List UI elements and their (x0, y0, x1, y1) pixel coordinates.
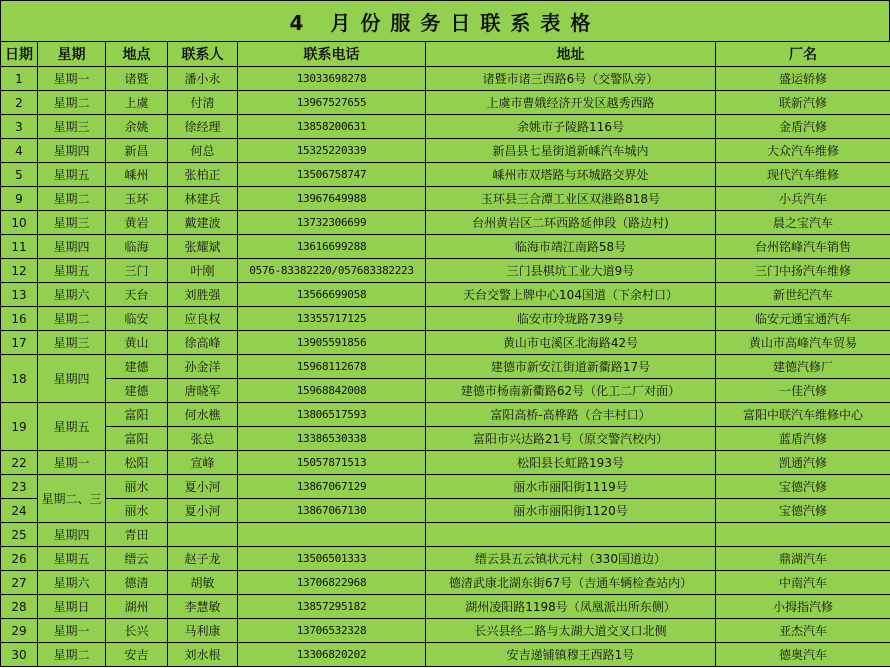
cell-phone: 13858200631 (238, 115, 426, 139)
cell-contact: 孙金洋 (168, 355, 238, 379)
cell-address: 富阳市兴达路21号（原交警汽校内） (426, 427, 716, 451)
cell-contact: 何水樵 (168, 403, 238, 427)
cell-address: 诸暨市诸三西路6号（交警队旁） (426, 67, 716, 91)
header-contact: 联系人 (168, 42, 238, 67)
cell-factory: 宝德汽修 (716, 499, 890, 523)
cell-phone: 15968112678 (238, 355, 426, 379)
cell-contact: 徐经理 (168, 115, 238, 139)
cell-place: 黄山 (106, 331, 168, 355)
cell-address: 上虞市曹娥经济开发区越秀西路 (426, 91, 716, 115)
cell-address: 建德市新安江街道新衢路17号 (426, 355, 716, 379)
cell-date: 5 (1, 163, 38, 187)
table-row (1, 571, 890, 595)
cell-date: 10 (1, 211, 38, 235)
cell-address: 新昌县七星街道新嵊汽车城内 (426, 139, 716, 163)
header-address: 地址 (426, 42, 716, 67)
cell-factory: 现代汽车维修 (716, 163, 890, 187)
cell-place: 诸暨 (106, 67, 168, 91)
cell-phone: 0576-83382220/057683382223 (238, 259, 426, 283)
cell-contact: 马利康 (168, 619, 238, 643)
cell-week: 星期一 (38, 619, 106, 643)
cell-week: 星期三 (38, 115, 106, 139)
cell-date: 17 (1, 331, 38, 355)
cell-factory: 金盾汽修 (716, 115, 890, 139)
cell-factory (716, 523, 890, 547)
table-row (1, 91, 890, 115)
cell-phone: 13857295182 (238, 595, 426, 619)
table-row (1, 139, 890, 163)
cell-contact: 刘胜强 (168, 283, 238, 307)
cell-phone: 13386530338 (238, 427, 426, 451)
cell-factory: 宝德汽修 (716, 475, 890, 499)
cell-contact (168, 523, 238, 547)
cell-date: 12 (1, 259, 38, 283)
cell-phone: 15968842008 (238, 379, 426, 403)
cell-factory: 新世纪汽车 (716, 283, 890, 307)
header-week: 星期 (38, 42, 106, 67)
table-row (1, 187, 890, 211)
header-date: 日期 (1, 42, 38, 67)
cell-factory: 建德汽修厂 (716, 355, 890, 379)
table-row (1, 307, 890, 331)
cell-date: 26 (1, 547, 38, 571)
cell-address: 玉环县三合潭工业区双港路818号 (426, 187, 716, 211)
cell-week: 星期四 (38, 355, 106, 403)
cell-week: 星期一 (38, 451, 106, 475)
cell-factory: 台州铭峰汽车销售 (716, 235, 890, 259)
cell-date: 9 (1, 187, 38, 211)
table-row (1, 643, 890, 667)
cell-date: 11 (1, 235, 38, 259)
cell-phone: 13566699058 (238, 283, 426, 307)
header-place: 地点 (106, 42, 168, 67)
cell-place: 松阳 (106, 451, 168, 475)
cell-place: 建德 (106, 379, 168, 403)
cell-place: 上虞 (106, 91, 168, 115)
cell-date: 2 (1, 91, 38, 115)
cell-place: 丽水 (106, 475, 168, 499)
cell-address: 建德市杨南新衢路62号（化工二厂对面） (426, 379, 716, 403)
cell-place: 临海 (106, 235, 168, 259)
cell-factory: 鼎湖汽车 (716, 547, 890, 571)
cell-factory: 大众汽车维修 (716, 139, 890, 163)
cell-address: 湖州凌阳路1198号（凤凰派出所东侧） (426, 595, 716, 619)
cell-week: 星期二、三 (38, 475, 106, 523)
cell-week: 星期日 (38, 595, 106, 619)
cell-phone: 15325220339 (238, 139, 426, 163)
cell-factory: 晨之宝汽车 (716, 211, 890, 235)
cell-date: 29 (1, 619, 38, 643)
cell-contact: 李慧敏 (168, 595, 238, 619)
cell-phone: 13732306699 (238, 211, 426, 235)
cell-address: 临安市玲珑路739号 (426, 307, 716, 331)
cell-week: 星期四 (38, 139, 106, 163)
cell-factory: 三门中扬汽车维修 (716, 259, 890, 283)
cell-place: 湖州 (106, 595, 168, 619)
cell-address: 丽水市丽阳街1120号 (426, 499, 716, 523)
cell-address: 黄山市屯溪区北海路42号 (426, 331, 716, 355)
cell-contact: 夏小河 (168, 499, 238, 523)
cell-contact: 唐晓军 (168, 379, 238, 403)
cell-place: 天台 (106, 283, 168, 307)
cell-address: 台州黄岩区二环西路延伸段（路边村) (426, 211, 716, 235)
header-row (1, 42, 890, 67)
cell-contact: 应良权 (168, 307, 238, 331)
cell-week: 星期三 (38, 331, 106, 355)
cell-week: 星期五 (38, 163, 106, 187)
cell-date: 30 (1, 643, 38, 667)
cell-place: 丽水 (106, 499, 168, 523)
cell-date: 28 (1, 595, 38, 619)
cell-place: 德清 (106, 571, 168, 595)
table-row (1, 403, 890, 427)
header-factory: 厂名 (716, 42, 890, 67)
cell-factory: 临安元通宝通汽车 (716, 307, 890, 331)
cell-phone: 13867067129 (238, 475, 426, 499)
cell-phone: 13306820202 (238, 643, 426, 667)
cell-address: 丽水市丽阳街1119号 (426, 475, 716, 499)
table-row (1, 259, 890, 283)
cell-contact: 赵子龙 (168, 547, 238, 571)
cell-address (426, 523, 716, 547)
cell-address: 余姚市子陵路116号 (426, 115, 716, 139)
cell-factory: 一佳汽修 (716, 379, 890, 403)
cell-address: 长兴县经二路与太湖大道交叉口北侧 (426, 619, 716, 643)
cell-phone (238, 523, 426, 547)
table-title: 4 月份服务日联系表格 (0, 0, 890, 42)
cell-contact: 戴建波 (168, 211, 238, 235)
cell-date: 16 (1, 307, 38, 331)
cell-place: 青田 (106, 523, 168, 547)
cell-date: 13 (1, 283, 38, 307)
cell-place: 嵊州 (106, 163, 168, 187)
table-body (1, 67, 890, 667)
cell-contact: 宣峰 (168, 451, 238, 475)
cell-contact: 何总 (168, 139, 238, 163)
cell-contact: 潘小永 (168, 67, 238, 91)
cell-place: 新昌 (106, 139, 168, 163)
cell-date: 4 (1, 139, 38, 163)
table-row (1, 547, 890, 571)
cell-phone: 13033698278 (238, 67, 426, 91)
cell-place: 临安 (106, 307, 168, 331)
cell-date: 24 (1, 499, 38, 523)
contact-table (0, 41, 890, 667)
table-row (1, 427, 890, 451)
cell-place: 余姚 (106, 115, 168, 139)
table-row (1, 283, 890, 307)
cell-date: 18 (1, 355, 38, 403)
cell-contact: 付清 (168, 91, 238, 115)
cell-place: 缙云 (106, 547, 168, 571)
cell-date: 23 (1, 475, 38, 499)
cell-contact: 张总 (168, 427, 238, 451)
cell-week: 星期三 (38, 211, 106, 235)
cell-factory: 盛运轿修 (716, 67, 890, 91)
cell-place: 长兴 (106, 619, 168, 643)
table-row (1, 163, 890, 187)
cell-phone: 13967649988 (238, 187, 426, 211)
cell-factory: 凯通汽修 (716, 451, 890, 475)
cell-factory: 中南汽车 (716, 571, 890, 595)
cell-factory: 德奥汽车 (716, 643, 890, 667)
cell-week: 星期四 (38, 523, 106, 547)
cell-date: 27 (1, 571, 38, 595)
cell-factory: 黄山市高峰汽车贸易 (716, 331, 890, 355)
cell-contact: 林建兵 (168, 187, 238, 211)
cell-week: 星期六 (38, 571, 106, 595)
cell-contact: 刘水根 (168, 643, 238, 667)
table-row (1, 355, 890, 379)
cell-address: 临海市靖江南路58号 (426, 235, 716, 259)
table-row (1, 331, 890, 355)
cell-address: 德清武康北湖东街67号（吉通车辆检查站内） (426, 571, 716, 595)
cell-factory: 小兵汽车 (716, 187, 890, 211)
cell-phone: 13706822968 (238, 571, 426, 595)
cell-address: 松阳县长虹路193号 (426, 451, 716, 475)
cell-contact: 叶刚 (168, 259, 238, 283)
cell-week: 星期二 (38, 307, 106, 331)
cell-week: 星期二 (38, 91, 106, 115)
cell-factory: 富阳中联汽车维修中心 (716, 403, 890, 427)
cell-contact: 夏小河 (168, 475, 238, 499)
cell-contact: 徐高峰 (168, 331, 238, 355)
cell-phone: 13867067130 (238, 499, 426, 523)
cell-phone: 13806517593 (238, 403, 426, 427)
cell-place: 建德 (106, 355, 168, 379)
cell-phone: 13706532328 (238, 619, 426, 643)
cell-week: 星期二 (38, 187, 106, 211)
table-row (1, 499, 890, 523)
cell-place: 富阳 (106, 403, 168, 427)
cell-phone: 13506758747 (238, 163, 426, 187)
cell-place: 玉环 (106, 187, 168, 211)
cell-phone: 13967527655 (238, 91, 426, 115)
cell-phone: 13616699288 (238, 235, 426, 259)
cell-week: 星期五 (38, 403, 106, 451)
table-row (1, 451, 890, 475)
table-row (1, 379, 890, 403)
cell-phone: 15057871513 (238, 451, 426, 475)
cell-contact: 胡敏 (168, 571, 238, 595)
table-row (1, 619, 890, 643)
cell-week: 星期五 (38, 547, 106, 571)
header-phone: 联系电话 (238, 42, 426, 67)
cell-place: 三门 (106, 259, 168, 283)
table-row (1, 67, 890, 91)
cell-place: 黄岩 (106, 211, 168, 235)
cell-factory: 蓝盾汽修 (716, 427, 890, 451)
cell-place: 富阳 (106, 427, 168, 451)
cell-week: 星期六 (38, 283, 106, 307)
cell-week: 星期四 (38, 235, 106, 259)
cell-date: 19 (1, 403, 38, 451)
table-row (1, 523, 890, 547)
cell-date: 22 (1, 451, 38, 475)
cell-date: 1 (1, 67, 38, 91)
cell-date: 25 (1, 523, 38, 547)
cell-phone: 13506501333 (238, 547, 426, 571)
cell-address: 缙云县五云镇状元村（330国道边） (426, 547, 716, 571)
cell-address: 嵊州市双塔路与环城路交界处 (426, 163, 716, 187)
cell-address: 富阳高桥-高桦路（合丰村口） (426, 403, 716, 427)
cell-phone: 13905591856 (238, 331, 426, 355)
table-row (1, 211, 890, 235)
table-row (1, 235, 890, 259)
table-row (1, 475, 890, 499)
cell-week: 星期二 (38, 643, 106, 667)
cell-factory: 联新汽修 (716, 91, 890, 115)
cell-address: 天台交警上牌中心104国道（下余村口） (426, 283, 716, 307)
cell-week: 星期一 (38, 67, 106, 91)
table-row (1, 595, 890, 619)
cell-factory: 亚杰汽车 (716, 619, 890, 643)
cell-week: 星期五 (38, 259, 106, 283)
cell-contact: 张耀斌 (168, 235, 238, 259)
cell-address: 安吉递铺镇穆王西路1号 (426, 643, 716, 667)
cell-factory: 小拇指汽修 (716, 595, 890, 619)
table-row (1, 115, 890, 139)
cell-place: 安吉 (106, 643, 168, 667)
cell-phone: 13355717125 (238, 307, 426, 331)
cell-address: 三门县棋坑工业大道9号 (426, 259, 716, 283)
cell-date: 3 (1, 115, 38, 139)
cell-contact: 张柏正 (168, 163, 238, 187)
